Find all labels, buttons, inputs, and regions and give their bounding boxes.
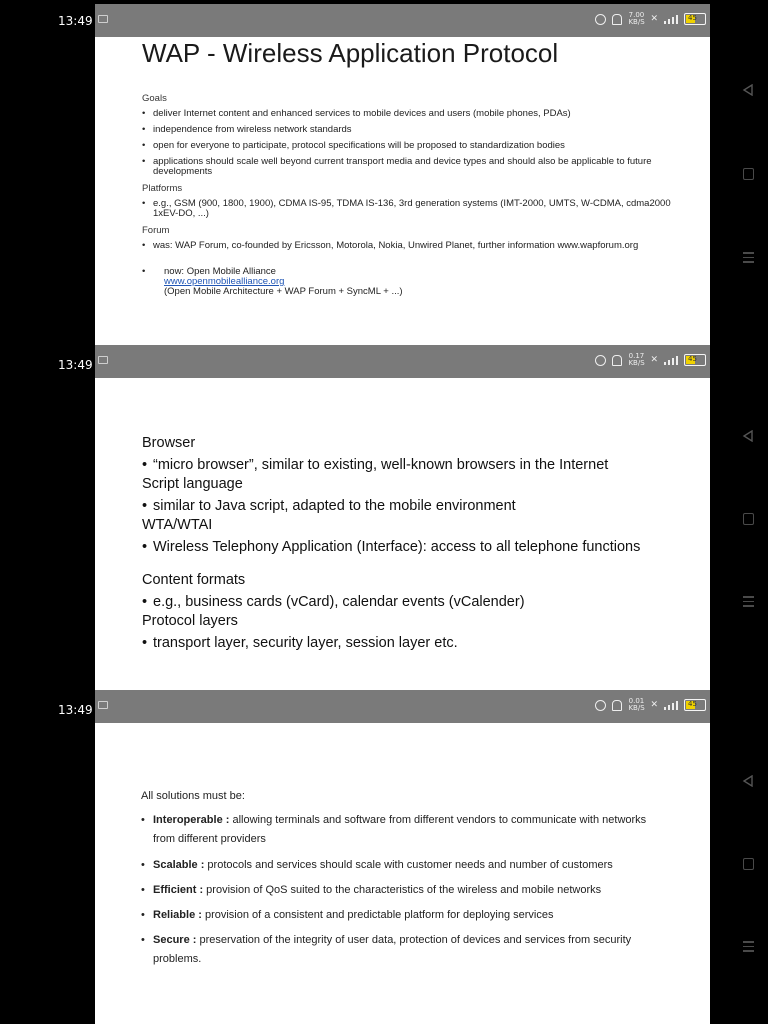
status-icons <box>595 353 706 367</box>
signal-icon <box>664 356 678 365</box>
oma-link[interactable]: www.openmobilealliance.org <box>164 276 285 287</box>
back-icon[interactable] <box>742 775 754 787</box>
list-item: • Reliable : provision of a consistent and predictable platform for deploying services <box>141 906 666 925</box>
status-bar <box>95 345 710 378</box>
status-bar <box>95 690 710 723</box>
status-icons <box>595 12 706 26</box>
list-item: • independence from wireless network standards <box>142 125 677 135</box>
home-icon[interactable] <box>743 513 754 525</box>
status-time: 13:49 <box>58 358 93 372</box>
signal-icon <box>664 701 678 710</box>
list-item: • Scalable : protocols and services should scale with customer needs and number of customers <box>141 856 666 875</box>
signal-off-icon: ✕ <box>650 13 658 24</box>
status-bar <box>95 4 710 37</box>
section-heading-protocol: Protocol layers <box>142 613 238 629</box>
notification-icon <box>98 356 108 364</box>
alarm-icon <box>595 14 606 25</box>
list-item: • Secure : preservation of the integrity of user data, protection of devices and services from security problems. <box>141 931 666 969</box>
status-time: 13:49 <box>58 14 93 28</box>
list-item: • Interoperable : allowing terminals and software from different vendors to communicate with networks from different providers <box>141 811 666 849</box>
menu-icon[interactable] <box>743 941 754 951</box>
screenshot-panel-2 <box>0 345 768 690</box>
signal-off-icon: ✕ <box>650 354 658 365</box>
slide-wap-requirements <box>95 723 710 1024</box>
back-icon[interactable] <box>742 84 754 96</box>
section-heading-forum: Forum <box>142 225 170 236</box>
list-item: • transport layer, security layer, session layer etc. <box>142 636 662 650</box>
network-speed: 0.17 KB/S <box>628 352 645 367</box>
screenshot-panel-1 <box>0 0 768 345</box>
list-item: • was: WAP Forum, co-founded by Ericsson, Motorola, Nokia, Unwired Planet, further information www.wapforum.org <box>142 241 677 251</box>
menu-icon[interactable] <box>743 596 754 606</box>
slide-wap-components <box>95 378 710 690</box>
signal-icon <box>664 15 678 24</box>
notification-icon <box>98 701 108 709</box>
list-item: • applications should scale well beyond current transport media and device types and should also be applicable to future developments <box>142 157 677 177</box>
mute-icon <box>612 14 622 25</box>
status-time: 13:49 <box>58 703 93 717</box>
mute-icon <box>612 700 622 711</box>
list-item: • now: Open Mobile Alliance www.openmobilealliance.org (Open Mobile Architecture + WAP Forum + SyncML + ...) <box>142 267 677 297</box>
list-item: • open for everyone to participate, protocol specifications will be proposed to standardization bodies <box>142 141 677 151</box>
network-speed: 7.00 KB/S <box>628 11 645 26</box>
section-heading-browser: Browser <box>142 435 196 451</box>
list-item: • Wireless Telephony Application (Interface): access to all telephone functions <box>142 540 662 554</box>
section-heading-goals: Goals <box>142 93 167 104</box>
battery-icon: 45 <box>684 699 706 711</box>
list-item: • deliver Internet content and enhanced services to mobile devices and users (mobile phones, PDAs) <box>142 109 677 119</box>
back-icon[interactable] <box>742 430 754 442</box>
section-heading-content: Content formats <box>142 572 246 588</box>
list-item: • “micro browser”, similar to existing, well-known browsers in the Internet <box>142 458 662 472</box>
signal-off-icon: ✕ <box>650 699 658 710</box>
battery-icon: 45 <box>684 354 706 366</box>
home-icon[interactable] <box>743 168 754 180</box>
alarm-icon <box>595 700 606 711</box>
list-item: • e.g., business cards (vCard), calendar events (vCalender) <box>142 595 662 609</box>
screenshot-panel-3 <box>0 690 768 1024</box>
section-heading-script: Script language <box>142 476 243 492</box>
section-heading-wta: WTA/WTAI <box>142 517 213 533</box>
mute-icon <box>612 355 622 366</box>
slide-wap-overview <box>95 37 710 345</box>
home-icon[interactable] <box>743 858 754 870</box>
section-heading-platforms: Platforms <box>142 183 183 194</box>
intro-text: All solutions must be: <box>141 790 245 802</box>
battery-icon: 45 <box>684 13 706 25</box>
list-item: • similar to Java script, adapted to the mobile environment <box>142 499 662 513</box>
slide-title: WAP - Wireless Application Protocol <box>142 38 559 68</box>
list-item: • e.g., GSM (900, 1800, 1900), CDMA IS-95, TDMA IS-136, 3rd generation systems (IMT-2000, UMTS, W-CDMA, cdma2000 1xEV-DO, ...) <box>142 199 677 219</box>
alarm-icon <box>595 355 606 366</box>
menu-icon[interactable] <box>743 252 754 262</box>
network-speed: 0.01 KB/S <box>628 697 645 712</box>
list-item: • Efficient : provision of QoS suited to the characteristics of the wireless and mobile networks <box>141 881 666 900</box>
notification-icon <box>98 15 108 23</box>
status-icons <box>595 698 706 712</box>
